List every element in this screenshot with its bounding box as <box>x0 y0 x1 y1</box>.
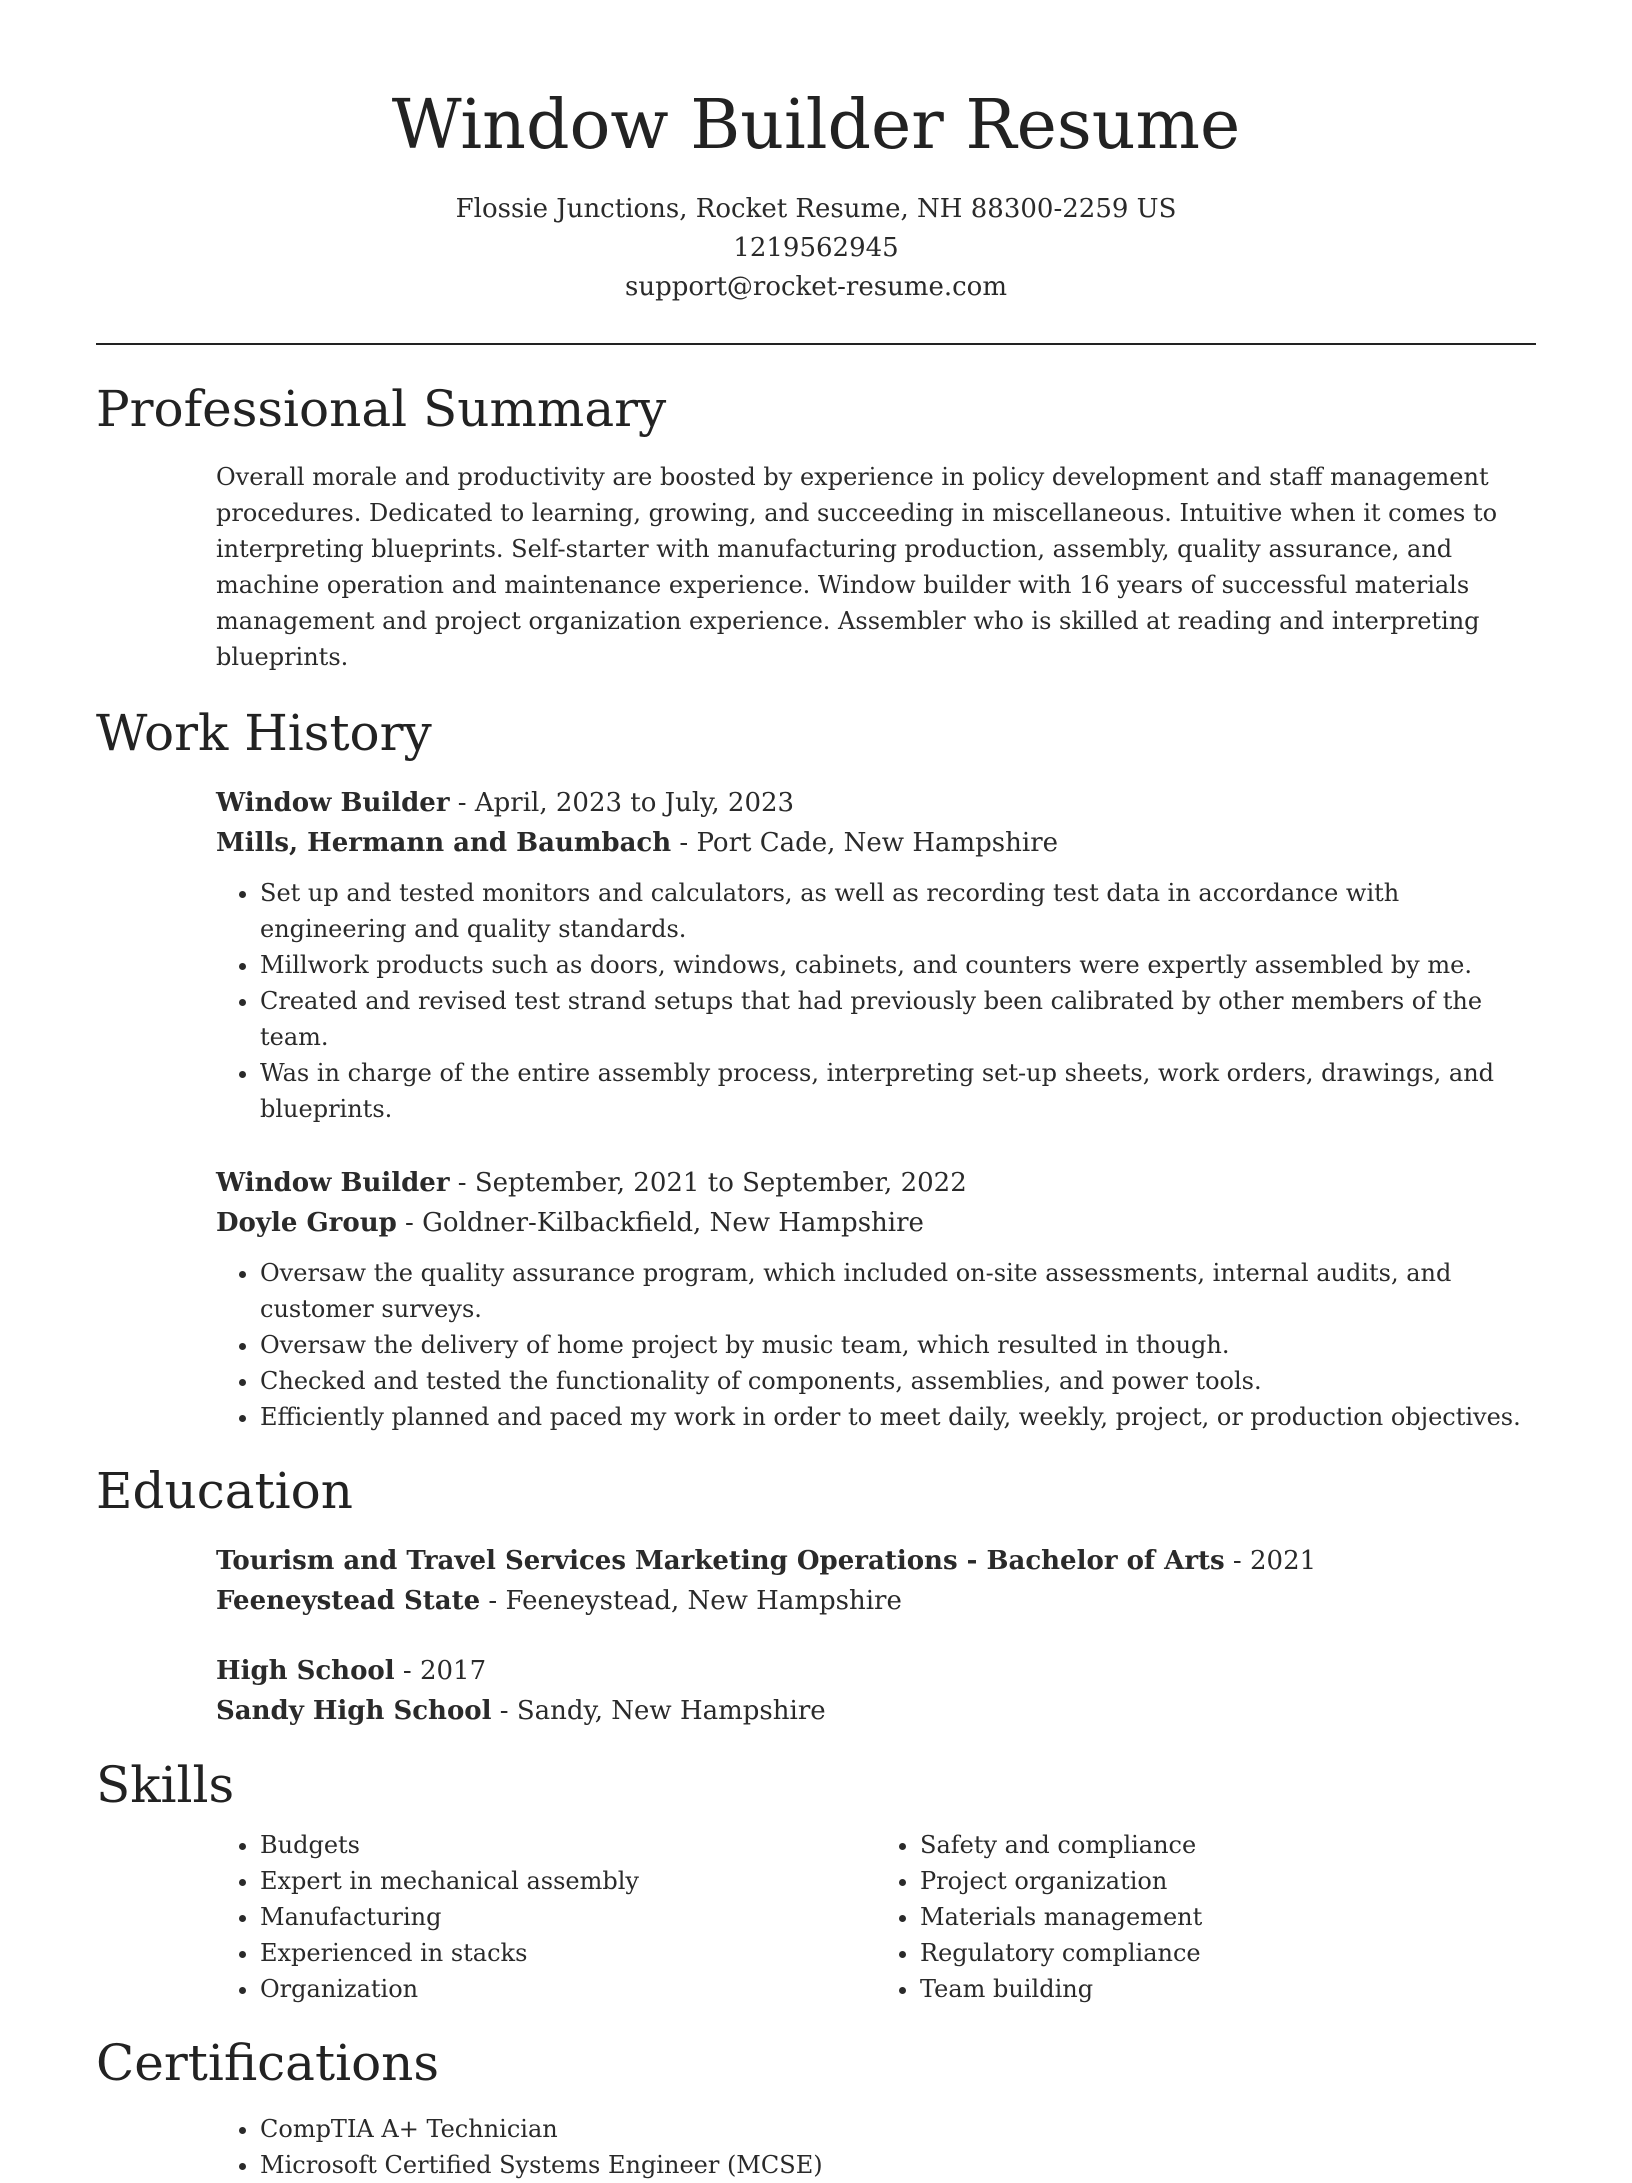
job-bullet: • Set up and tested monitors and calculators, as well as recording test data in accordance with engineering and quality standards. <box>260 875 1536 947</box>
contact-email: support@rocket-resume.com <box>624 272 1007 302</box>
skill-item: • Team building <box>920 1971 1536 2007</box>
skills-column-left <box>216 1827 876 2007</box>
work-history-section <box>96 703 1536 1435</box>
job-company-line <box>216 823 1536 863</box>
job-entry <box>216 1163 1536 1435</box>
job-bullets <box>216 1255 1536 1435</box>
job-bullet: • Oversaw the delivery of home project by music team, which resulted in though. <box>260 1327 1536 1363</box>
certification-item: • Microsoft Certified Systems Engineer (MCSE) <box>260 2147 1536 2183</box>
work-history-heading: Work History <box>96 704 432 762</box>
certification-item: • CompTIA A+ Technician <box>260 2111 1536 2147</box>
skill-item: • Materials management <box>920 1899 1536 1935</box>
job-title-line <box>216 783 1536 823</box>
skill-item: • Budgets <box>260 1827 876 1863</box>
education-entry <box>216 1651 1536 1731</box>
job-location: - Port Cade, New Hampshire <box>671 828 1059 858</box>
contact-phone: 1219562945 <box>733 233 899 263</box>
skill-item: • Project organization <box>920 1863 1536 1899</box>
skill-item: • Safety and compliance <box>920 1827 1536 1863</box>
education-degree-line <box>216 1541 1536 1581</box>
summary-section <box>96 379 1536 675</box>
education-year: - 2017 <box>394 1656 487 1686</box>
job-bullet: • Created and revised test strand setups that had previously been calibrated by other members of the team. <box>260 983 1536 1055</box>
education-school: Feeneystead State <box>216 1586 481 1616</box>
certifications-heading: Certifications <box>96 2034 440 2092</box>
certifications-list <box>216 2111 1536 2183</box>
skill-item: • Organization <box>260 1971 876 2007</box>
job-title: Window Builder <box>216 788 450 818</box>
job-dates: - April, 2023 to July, 2023 <box>449 788 795 818</box>
education-heading: Education <box>96 1462 353 1520</box>
skills-column-right <box>876 1827 1536 2007</box>
job-bullets <box>216 875 1536 1127</box>
job-bullet: • Checked and tested the functionality of components, assemblies, and power tools. <box>260 1363 1536 1399</box>
education-location: - Feeneystead, New Hampshire <box>480 1586 902 1616</box>
job-company: Mills, Hermann and Baumbach <box>216 828 672 858</box>
header-divider <box>96 343 1536 345</box>
job-location: - Goldner-Kilbackfield, New Hampshire <box>396 1208 924 1238</box>
education-degree-line <box>216 1651 1536 1691</box>
summary-text: Overall morale and productivity are boosted by experience in policy development and staff management procedures. Dedicated to learning, growing, and succeeding in miscellaneous. Intuitive when it comes to interpreting blueprints. Self-starter with manufacturing production, assembly, quality assurance, and machine operation and maintenance experience. Window builder with 16 years of successful materials management and project organization experience. Assembler who is skilled at reading and interpreting blueprints. <box>216 463 1498 671</box>
skills-section <box>96 1755 1536 2007</box>
certifications-section <box>96 2033 1536 2183</box>
skills-grid <box>216 1827 1536 2007</box>
job-company: Doyle Group <box>216 1208 397 1238</box>
resume-title: Window Builder Resume <box>391 86 1241 165</box>
skill-item: • Experienced in stacks <box>260 1935 876 1971</box>
resume-header <box>96 0 1536 307</box>
education-degree: - Bachelor of Arts <box>957 1546 1225 1576</box>
education-school: Sandy High School <box>216 1696 492 1726</box>
job-title-line <box>216 1163 1536 1203</box>
skill-item: • Regulatory compliance <box>920 1935 1536 1971</box>
job-bullet: • Millwork products such as doors, windows, cabinets, and counters were expertly assembled by me. <box>260 947 1536 983</box>
job-dates: - September, 2021 to September, 2022 <box>449 1168 967 1198</box>
education-field: Tourism and Travel Services Marketing Operations <box>216 1546 958 1576</box>
job-title: Window Builder <box>216 1168 450 1198</box>
skill-item: • Manufacturing <box>260 1899 876 1935</box>
education-school-line <box>216 1581 1536 1621</box>
education-entry <box>216 1541 1536 1621</box>
resume-page <box>96 0 1536 2183</box>
education-field: High School <box>216 1656 395 1686</box>
skills-heading: Skills <box>96 1756 235 1814</box>
job-company-line <box>216 1203 1536 1243</box>
job-bullet: • Oversaw the quality assurance program, which included on-site assessments, internal audits, and customer surveys. <box>260 1255 1536 1327</box>
education-year: - 2021 <box>1224 1546 1317 1576</box>
summary-heading: Professional Summary <box>96 380 667 438</box>
job-bullet: • Was in charge of the entire assembly process, interpreting set-up sheets, work orders, drawings, and blueprints. <box>260 1055 1536 1127</box>
education-section <box>96 1461 1536 1731</box>
education-location: - Sandy, New Hampshire <box>491 1696 826 1726</box>
job-bullet: • Efficiently planned and paced my work in order to meet daily, weekly, project, or production objectives. <box>260 1399 1536 1435</box>
skill-item: • Expert in mechanical assembly <box>260 1863 876 1899</box>
education-school-line <box>216 1691 1536 1731</box>
job-entry <box>216 783 1536 1127</box>
contact-address: Flossie Junctions, Rocket Resume, NH 88300-2259 US <box>455 194 1177 224</box>
